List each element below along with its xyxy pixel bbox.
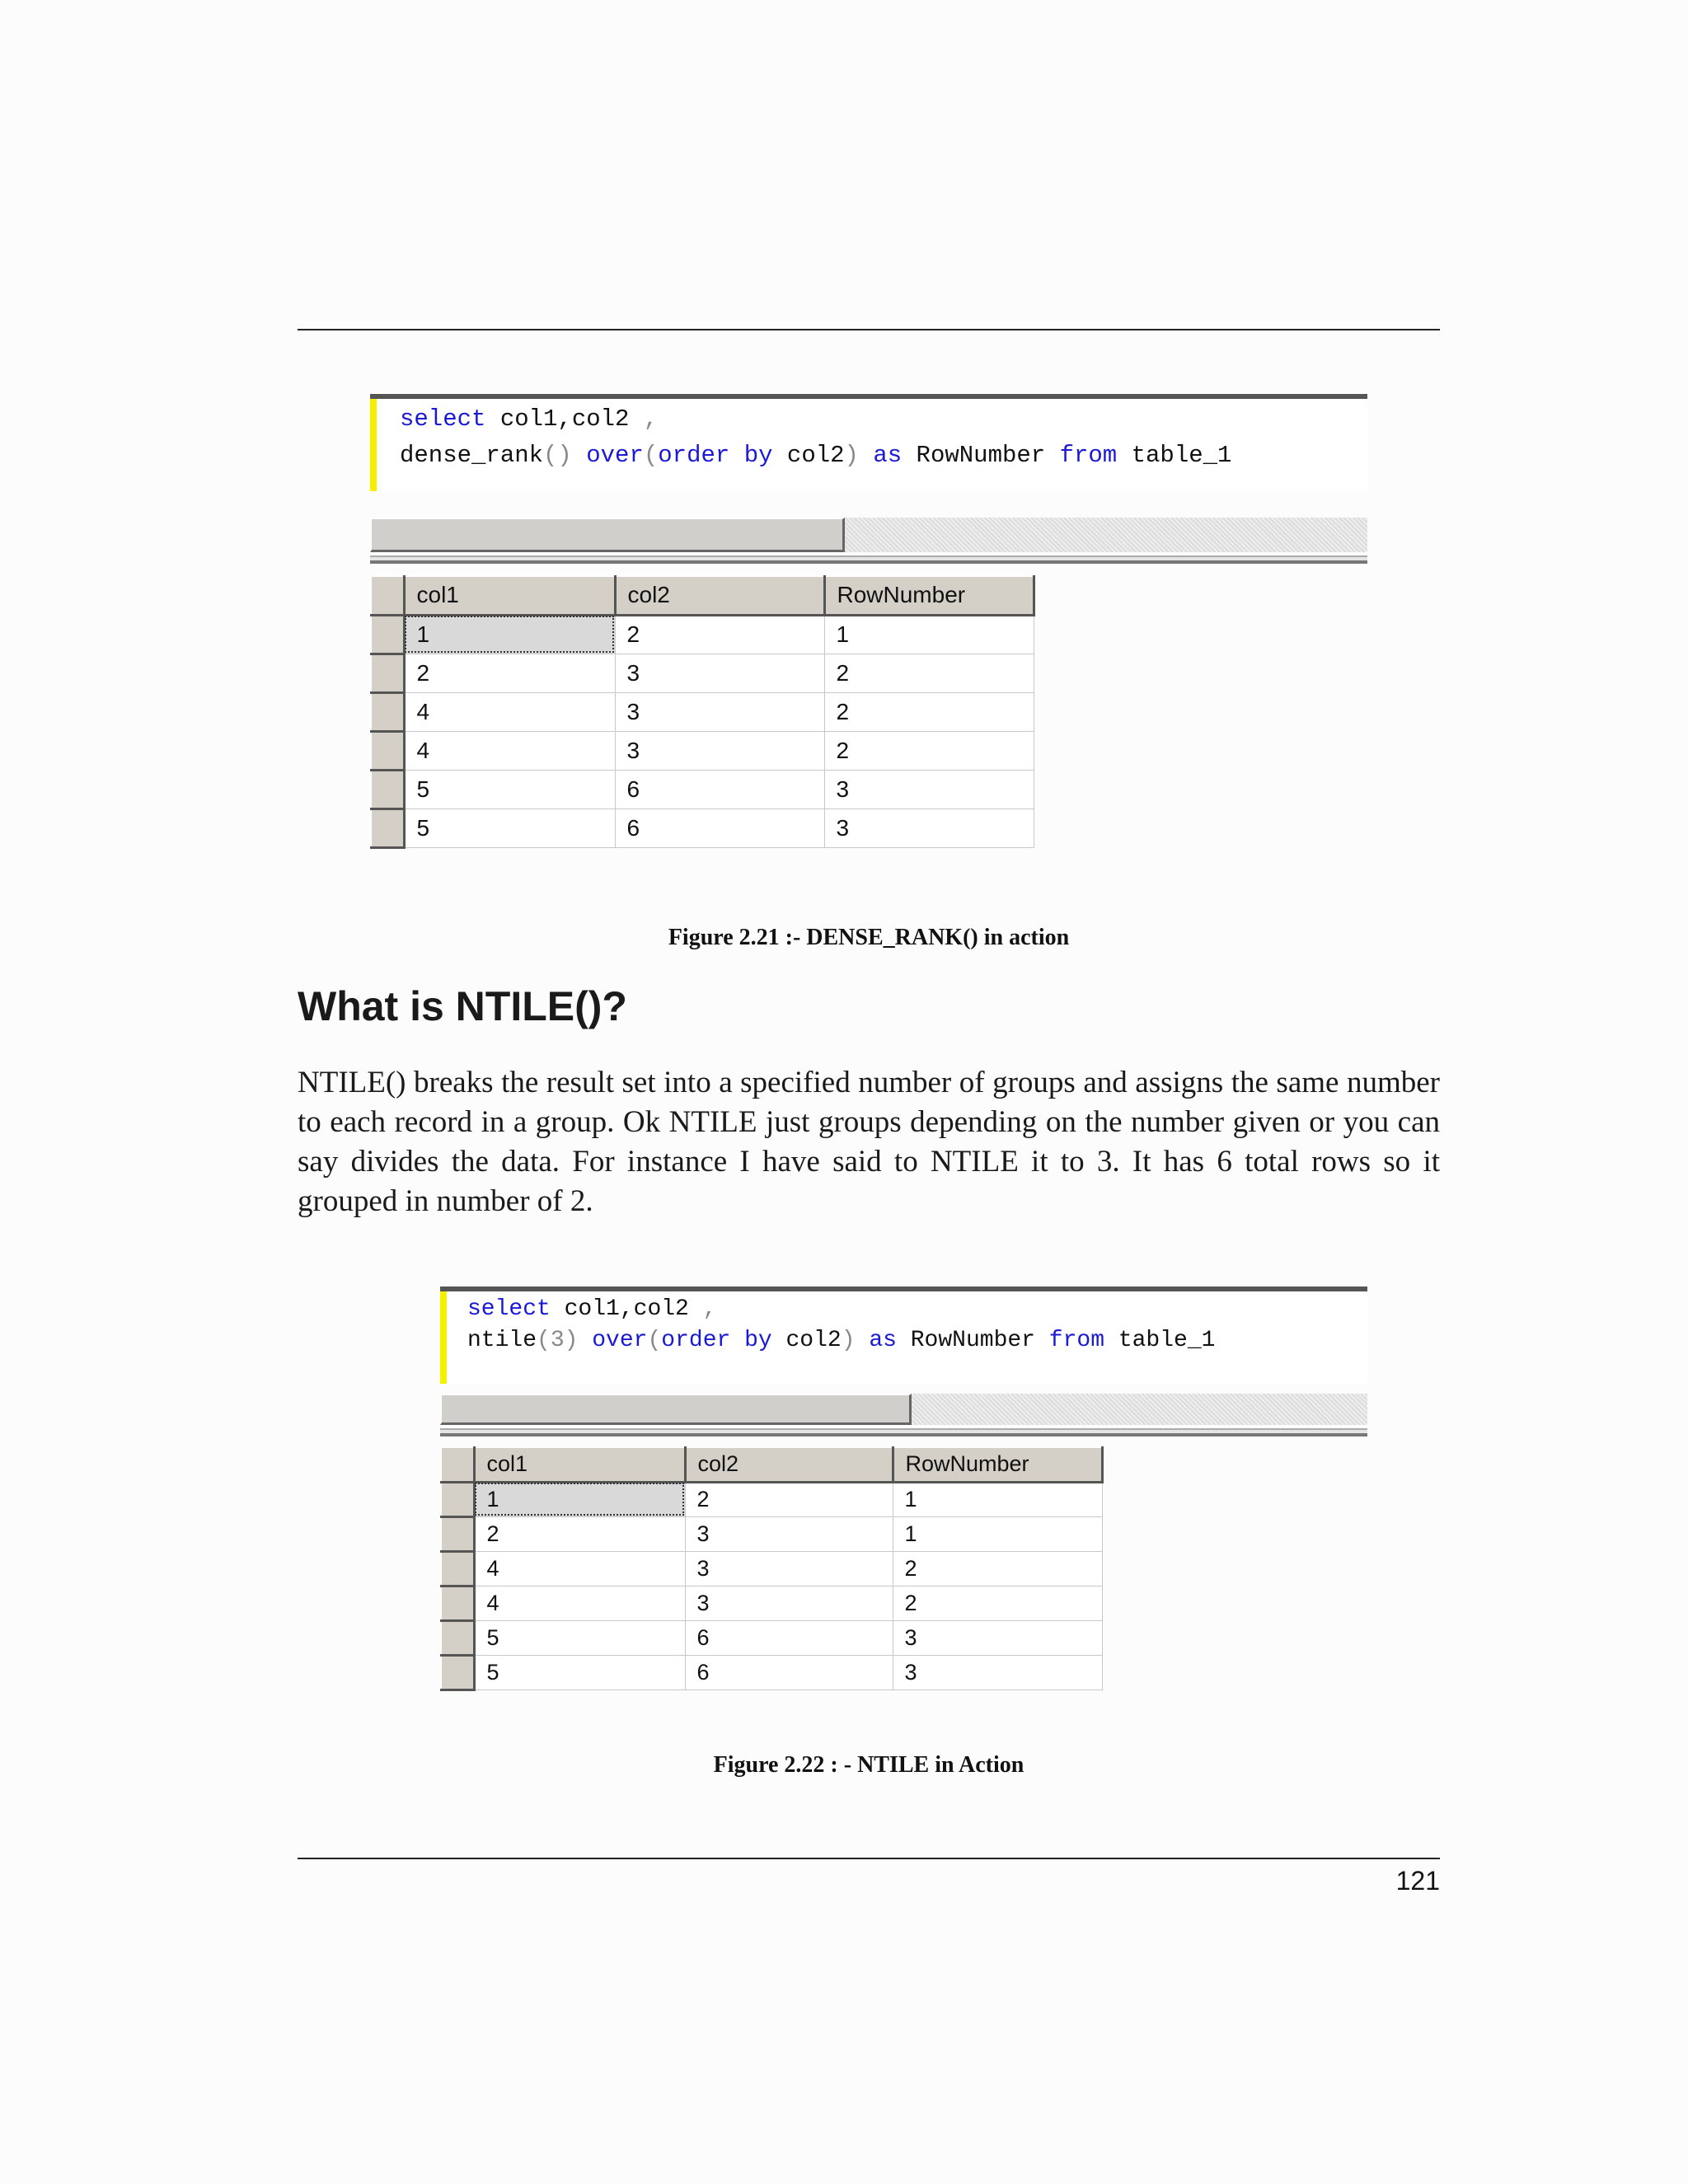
table-row bbox=[371, 692, 1034, 731]
table-cell[interactable]: 4 bbox=[404, 692, 615, 731]
query-editor[interactable] bbox=[440, 1291, 1367, 1384]
table-cell[interactable]: 1 bbox=[893, 1516, 1102, 1551]
table-cell[interactable]: 2 bbox=[824, 731, 1034, 770]
row-selector[interactable] bbox=[441, 1482, 474, 1516]
horizontal-scrollbar[interactable] bbox=[440, 1394, 1367, 1425]
column-header-rownumber[interactable]: RowNumber bbox=[824, 576, 1034, 615]
top-rule bbox=[298, 329, 1440, 330]
results-grid bbox=[370, 575, 1035, 849]
table-row bbox=[441, 1655, 1102, 1690]
table-cell[interactable]: 3 bbox=[685, 1586, 893, 1620]
table-cell[interactable]: 2 bbox=[893, 1551, 1102, 1586]
bottom-rule bbox=[298, 1858, 1440, 1859]
table-cell[interactable]: 2 bbox=[824, 692, 1034, 731]
table-cell[interactable]: 5 bbox=[474, 1655, 685, 1690]
row-selector[interactable] bbox=[371, 615, 404, 654]
table-row bbox=[371, 770, 1034, 808]
horizontal-scrollbar[interactable] bbox=[370, 518, 1367, 552]
column-header-col2[interactable]: col2 bbox=[615, 576, 824, 615]
table-row bbox=[441, 1551, 1102, 1586]
table-row bbox=[441, 1586, 1102, 1620]
row-selector[interactable] bbox=[371, 770, 404, 808]
body-paragraph: NTILE() breaks the result set into a specified number of groups and assigns the same number to each record in a group. Ok NTILE just groups depending on the number given or you can say divides the data. For instance I have said to NTILE it to 3. It has 6 total rows so it grouped in number of 2. bbox=[298, 1066, 1440, 1218]
row-selector[interactable] bbox=[441, 1655, 474, 1690]
column-header-col2[interactable]: col2 bbox=[685, 1447, 893, 1482]
table-cell[interactable]: 1 bbox=[824, 615, 1034, 654]
table-cell[interactable]: 3 bbox=[615, 731, 824, 770]
table-cell[interactable]: 4 bbox=[404, 731, 615, 770]
row-header-corner[interactable] bbox=[371, 576, 404, 615]
table-cell[interactable]: 1 bbox=[893, 1482, 1102, 1516]
table-cell[interactable]: 6 bbox=[615, 770, 824, 808]
table-row bbox=[371, 654, 1034, 692]
table-cell[interactable]: 3 bbox=[824, 770, 1034, 808]
query-editor[interactable] bbox=[370, 399, 1367, 491]
query-line-1: select col1,col2 , bbox=[400, 405, 659, 433]
figure-caption: Figure 2.21 :- DENSE_RANK() in action bbox=[668, 925, 1070, 950]
table-cell[interactable]: 3 bbox=[893, 1655, 1102, 1690]
table-row bbox=[371, 615, 1034, 654]
figure-caption: Figure 2.22 : - NTILE in Action bbox=[713, 1752, 1025, 1778]
table-cell[interactable]: 2 bbox=[404, 654, 615, 692]
table-cell[interactable]: 3 bbox=[893, 1620, 1102, 1655]
grid-header-row bbox=[441, 1447, 1102, 1482]
table-cell[interactable]: 3 bbox=[685, 1551, 893, 1586]
editor-margin-marker bbox=[440, 1291, 447, 1384]
query-line-2: dense_rank() over(order by col2) as RowNumber from table_1 bbox=[400, 442, 1232, 469]
row-selector[interactable] bbox=[441, 1620, 474, 1655]
table-cell[interactable]: 2 bbox=[474, 1516, 685, 1551]
editor-margin-marker bbox=[370, 399, 377, 491]
table-cell[interactable]: 6 bbox=[685, 1655, 893, 1690]
ntile-screenshot bbox=[440, 1286, 1367, 1694]
row-selector[interactable] bbox=[371, 654, 404, 692]
table-cell[interactable]: 5 bbox=[404, 808, 615, 847]
table-cell[interactable]: 6 bbox=[685, 1620, 893, 1655]
table-cell[interactable]: 2 bbox=[824, 654, 1034, 692]
table-cell[interactable]: 4 bbox=[474, 1551, 685, 1586]
dense-rank-screenshot bbox=[370, 394, 1367, 855]
row-selector[interactable] bbox=[371, 731, 404, 770]
table-row bbox=[441, 1620, 1102, 1655]
table-cell[interactable]: 3 bbox=[685, 1516, 893, 1551]
row-selector[interactable] bbox=[371, 808, 404, 847]
page-number: 121 bbox=[1395, 1866, 1440, 1896]
pane-splitter[interactable] bbox=[370, 555, 1367, 564]
query-line-1: select col1,col2 , bbox=[467, 1296, 717, 1322]
table-cell[interactable]: 2 bbox=[893, 1586, 1102, 1620]
table-row bbox=[371, 808, 1034, 847]
table-row bbox=[371, 731, 1034, 770]
column-header-col1[interactable]: col1 bbox=[404, 576, 615, 615]
query-line-2: ntile(3) over(order by col2) as RowNumber from table_1 bbox=[467, 1328, 1216, 1353]
scrollbar-thumb[interactable] bbox=[370, 518, 845, 552]
table-cell[interactable]: 2 bbox=[615, 615, 824, 654]
row-selector[interactable] bbox=[441, 1516, 474, 1551]
table-cell[interactable]: 6 bbox=[615, 808, 824, 847]
table-cell[interactable]: 3 bbox=[824, 808, 1034, 847]
table-cell[interactable]: 5 bbox=[404, 770, 615, 808]
table-cell[interactable]: 1 bbox=[474, 1482, 685, 1516]
table-cell[interactable]: 5 bbox=[474, 1620, 685, 1655]
column-header-rownumber[interactable]: RowNumber bbox=[893, 1447, 1102, 1482]
row-selector[interactable] bbox=[371, 692, 404, 731]
results-grid bbox=[440, 1446, 1104, 1691]
pane-splitter[interactable] bbox=[440, 1428, 1367, 1436]
table-cell[interactable]: 2 bbox=[685, 1482, 893, 1516]
table-row bbox=[441, 1482, 1102, 1516]
table-cell[interactable]: 3 bbox=[615, 692, 824, 731]
table-cell[interactable]: 3 bbox=[615, 654, 824, 692]
row-selector[interactable] bbox=[441, 1551, 474, 1586]
grid-header-row bbox=[371, 576, 1034, 615]
table-cell[interactable]: 1 bbox=[404, 615, 615, 654]
table-row bbox=[441, 1516, 1102, 1551]
column-header-col1[interactable]: col1 bbox=[474, 1447, 685, 1482]
section-heading: What is NTILE()? bbox=[298, 983, 627, 1029]
row-header-corner[interactable] bbox=[441, 1447, 474, 1482]
table-cell[interactable]: 4 bbox=[474, 1586, 685, 1620]
scrollbar-thumb[interactable] bbox=[440, 1394, 912, 1425]
row-selector[interactable] bbox=[441, 1586, 474, 1620]
